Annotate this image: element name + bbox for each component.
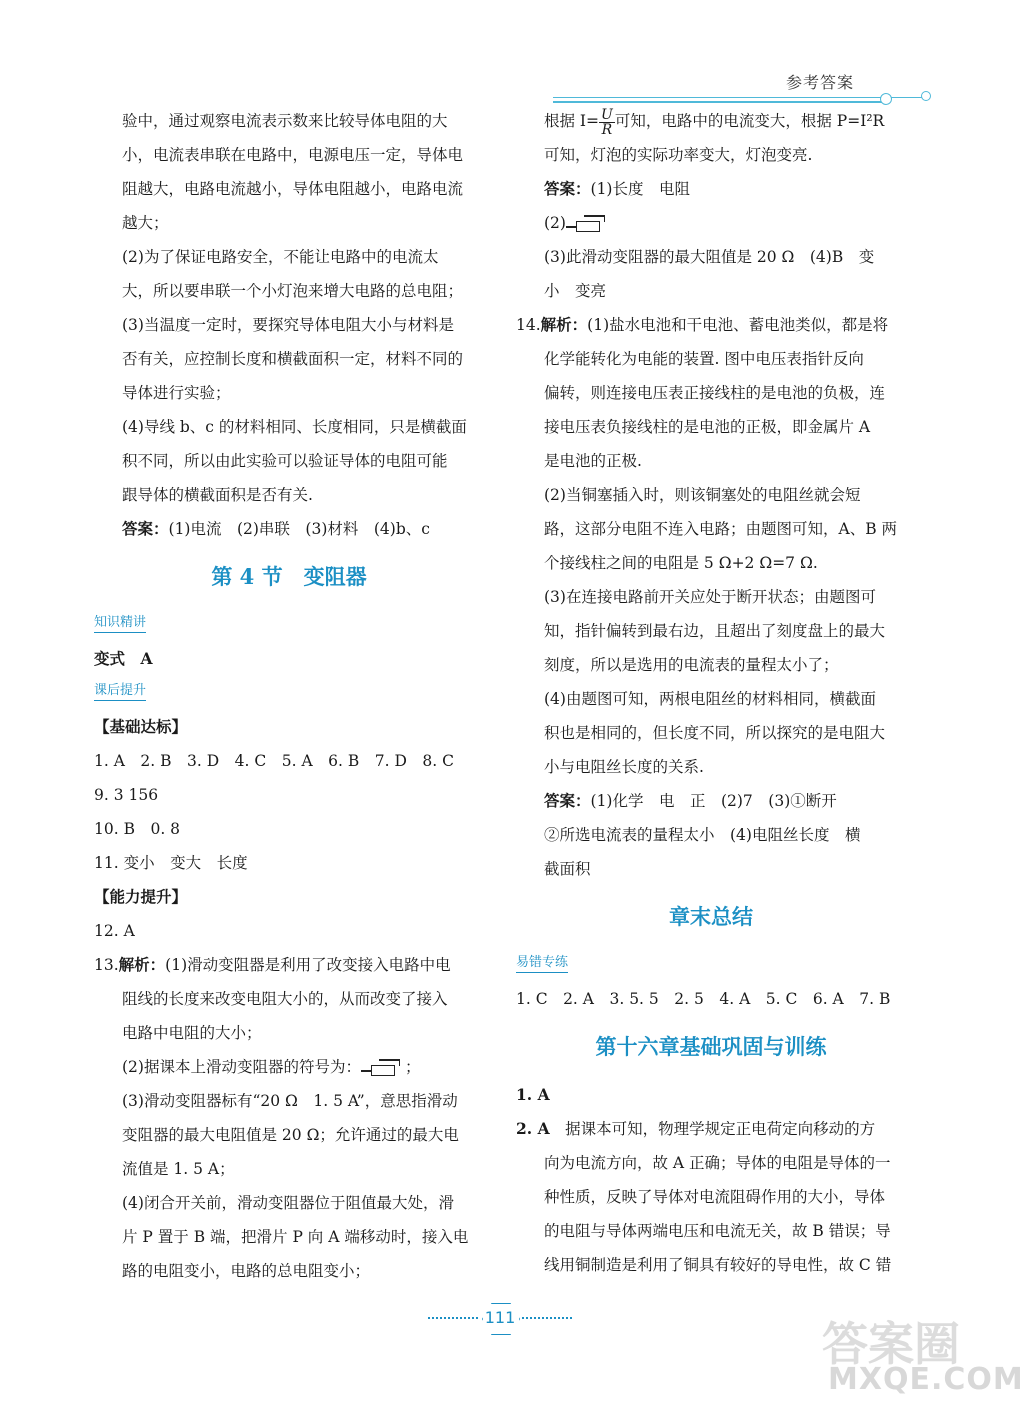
watermark-site: MXQE.COM <box>828 1362 1024 1397</box>
answers-1-8: 1. A 2. B 3. D 4. C 5. A 6. B 7. D 8. C <box>94 752 454 770</box>
text-span: ； <box>404 1058 421 1076</box>
text-line: 知，指针偏转到最右边，且超出了刻度盘上的最大 <box>544 622 886 640</box>
text-line: 小 变亮 <box>544 282 607 300</box>
rheostat-symbol-icon <box>566 215 610 233</box>
text-line: 路的电阻变小，电路的总电阻变小； <box>122 1262 371 1280</box>
text-line: 的电阻与导体两端电压和电流无关，故 B 错误；导 <box>544 1222 891 1240</box>
text-line: 验中，通过观察电流表示数来比较导体电阻的大 <box>122 112 448 130</box>
answer-12: 12. A <box>94 922 135 940</box>
answer-label: 答案： <box>544 179 591 198</box>
text-line: 截面积 <box>544 860 591 878</box>
text-line: 是电池的正极. <box>544 452 642 470</box>
text-line: (3)滑动变阻器标有“20 Ω 1. 5 A”，意思指滑动 <box>122 1092 458 1110</box>
text-line: (3)在连接电路前开关应处于断开状态；由题图可 <box>544 588 876 606</box>
answer-text: (1)化学 电 正 (2)7 (3)①断开 <box>590 792 837 810</box>
text-line: 种性质，反映了导体对电流阻碍作用的大小，导体 <box>544 1188 886 1206</box>
footer-dots-left <box>428 1317 478 1319</box>
q14-label: 解析： <box>540 315 588 334</box>
q13-text: (1)滑动变阻器是利用了改变接入电路中电 <box>165 956 451 974</box>
q13-label: 解析： <box>118 955 166 974</box>
page-number: 111 <box>484 1308 516 1327</box>
text-span: 可知，电路中的电流变大，根据 P=I²R <box>614 112 885 130</box>
text-span: (2)据课本上滑动变阻器的符号为： <box>122 1058 361 1076</box>
fraction-denominator: R <box>601 121 613 138</box>
text-line: (2)为了保证电路安全，不能让电路中的电流太 <box>122 248 439 266</box>
text-line: (3)此滑动变阻器的最大阻值是 20 Ω (4)B 变 <box>544 248 875 266</box>
header-title: 参考答案 <box>786 73 855 92</box>
left-column <box>94 104 484 1288</box>
text-line: (4)导线 b、c 的材料相同、长度相同，只是横截面 <box>122 418 467 436</box>
text-line: 可知，灯泡的实际功率变大，灯泡变亮. <box>544 146 813 164</box>
text-line: (4)闭合开关前，滑动变阻器位于阻值最大处，滑 <box>122 1194 454 1212</box>
text-line: 个接线柱之间的电阻是 5 Ω+2 Ω=7 Ω. <box>544 554 818 572</box>
text-line: (3)当温度一定时，要探究导体电阻大小与材料是 <box>122 316 454 334</box>
fraction-numerator: U <box>601 106 613 123</box>
answer-text: (1)电流 (2)串联 (3)材料 (4)b、c <box>168 520 430 538</box>
b2-number: 2. A <box>516 1119 550 1138</box>
answer-10: 10. B 0. 8 <box>94 820 181 838</box>
header-circle-small-icon <box>921 91 931 101</box>
watermark-logo: 答案圈 <box>822 1317 960 1371</box>
answer-label: 答案： <box>122 519 169 538</box>
text-line: 积也是相同的，但长度不同，所以探究的是电阻大 <box>544 724 886 742</box>
text-line: 阻线的长度来改变电阻大小的，从而改变了接入 <box>122 990 448 1008</box>
text-line: 线用铜制造是利用了铜具有较好的导电性，故 C 错 <box>544 1256 892 1274</box>
text-line: 路，这部分电阻不连入电路；由题图可知，A、B 两 <box>544 520 898 538</box>
section-title-chapter16: 第十六章基础巩固与训练 <box>595 1034 827 1059</box>
answer-9: 9. 3 156 <box>94 786 159 804</box>
tag-knowledge: 知识精讲 <box>94 614 146 633</box>
text-line: 刻度，所以是选用的电流表的量程太小了； <box>544 656 839 674</box>
text-line: 小，电流表串联在电路中，电源电压一定，导体电 <box>122 146 464 164</box>
text-line: 越大； <box>122 214 169 232</box>
text-line: 流值是 1. 5 A； <box>122 1160 235 1178</box>
q13-number: 13. <box>94 956 119 974</box>
text-line: (4)由题图可知，两根电阻丝的材料相同，横截面 <box>544 690 876 708</box>
section-title: 第 4 节 变阻器 <box>211 564 367 589</box>
b-answer-2-first <box>516 1112 906 1146</box>
text-line: 导体进行实验； <box>122 384 231 402</box>
text-span: (2) <box>544 214 566 232</box>
answer-line <box>516 784 906 818</box>
answer-11: 11. 变小 变大 长度 <box>94 854 248 872</box>
tag-after-class: 课后提升 <box>94 682 146 701</box>
text-line: 电路中电阻的大小； <box>122 1024 262 1042</box>
text-line: 片 P 置于 B 端，把滑片 P 向 A 端移动时，接入电 <box>122 1228 469 1246</box>
text-line: 偏转，则连接电压表正接线柱的是电池的负极，连 <box>544 384 886 402</box>
text-line: 跟导体的横截面积是否有关. <box>122 486 313 504</box>
formula-line <box>516 104 906 138</box>
text-line: 否有关，应控制长度和横截面积一定，材料不同的 <box>122 350 464 368</box>
right-column <box>516 104 906 1282</box>
answer-label: 答案： <box>544 791 591 810</box>
q14-first-line <box>516 308 906 342</box>
fraction <box>599 108 615 137</box>
error-answers: 1. C 2. A 3. 5. 5 2. 5 4. A 5. C 6. A 7. B <box>516 990 891 1008</box>
text-line: 向为电流方向，故 A 正确；导体的电阻是导体的一 <box>544 1154 891 1172</box>
text-line: ②所选电流表的量程太小 (4)电阻丝长度 横 <box>544 826 861 844</box>
text-line: 大，所以要串联一个小灯泡来增大电路的总电阻； <box>122 282 464 300</box>
text-line: (2)当铜塞插入时，则该铜塞处的电阻丝就会短 <box>544 486 861 504</box>
q14-text: (1)盐水电池和干电池、蓄电池类似，都是将 <box>587 316 889 334</box>
q14-number: 14. <box>516 316 541 334</box>
answer-line <box>94 512 484 546</box>
text-line: 积不同，所以由此实验可以验证导体的电阻可能 <box>122 452 448 470</box>
text-line: 阻越大，电路电流越小，导体电阻越小，电路电流 <box>122 180 464 198</box>
answer-line <box>516 172 906 206</box>
answer-text: (1)长度 电阻 <box>590 180 690 198</box>
q13-first-line <box>94 948 484 982</box>
ability-heading: 【能力提升】 <box>94 887 188 906</box>
text-span: 根据 I= <box>544 112 600 130</box>
header-rule <box>553 97 923 98</box>
header-rule-thick <box>553 101 885 103</box>
section-title-summary: 章末总结 <box>669 904 753 929</box>
text-line: 小与电阻丝长度的关系. <box>544 758 704 776</box>
tag-error-prone: 易错专练 <box>516 954 568 973</box>
b2-text: 据课本可知，物理学规定正电荷定向移动的方 <box>565 1120 876 1138</box>
text-line: 变阻器的最大电阻值是 20 Ω；允许通过的最大电 <box>122 1126 459 1144</box>
text-line: 化学能转化为电能的装置. 图中电压表指针反向 <box>544 350 864 368</box>
answer-symbol-line <box>516 206 906 240</box>
rheostat-symbol-icon <box>361 1059 405 1077</box>
footer-dots-right <box>522 1317 572 1319</box>
text-line: 接电压表负接线柱的是电池的正极，即金属片 A <box>544 418 871 436</box>
basic-heading: 【基础达标】 <box>94 717 188 736</box>
variant-answer: 变式 A <box>94 649 153 668</box>
b-answer-1: 1. A <box>516 1085 550 1104</box>
q13-symbol-line <box>94 1050 484 1084</box>
